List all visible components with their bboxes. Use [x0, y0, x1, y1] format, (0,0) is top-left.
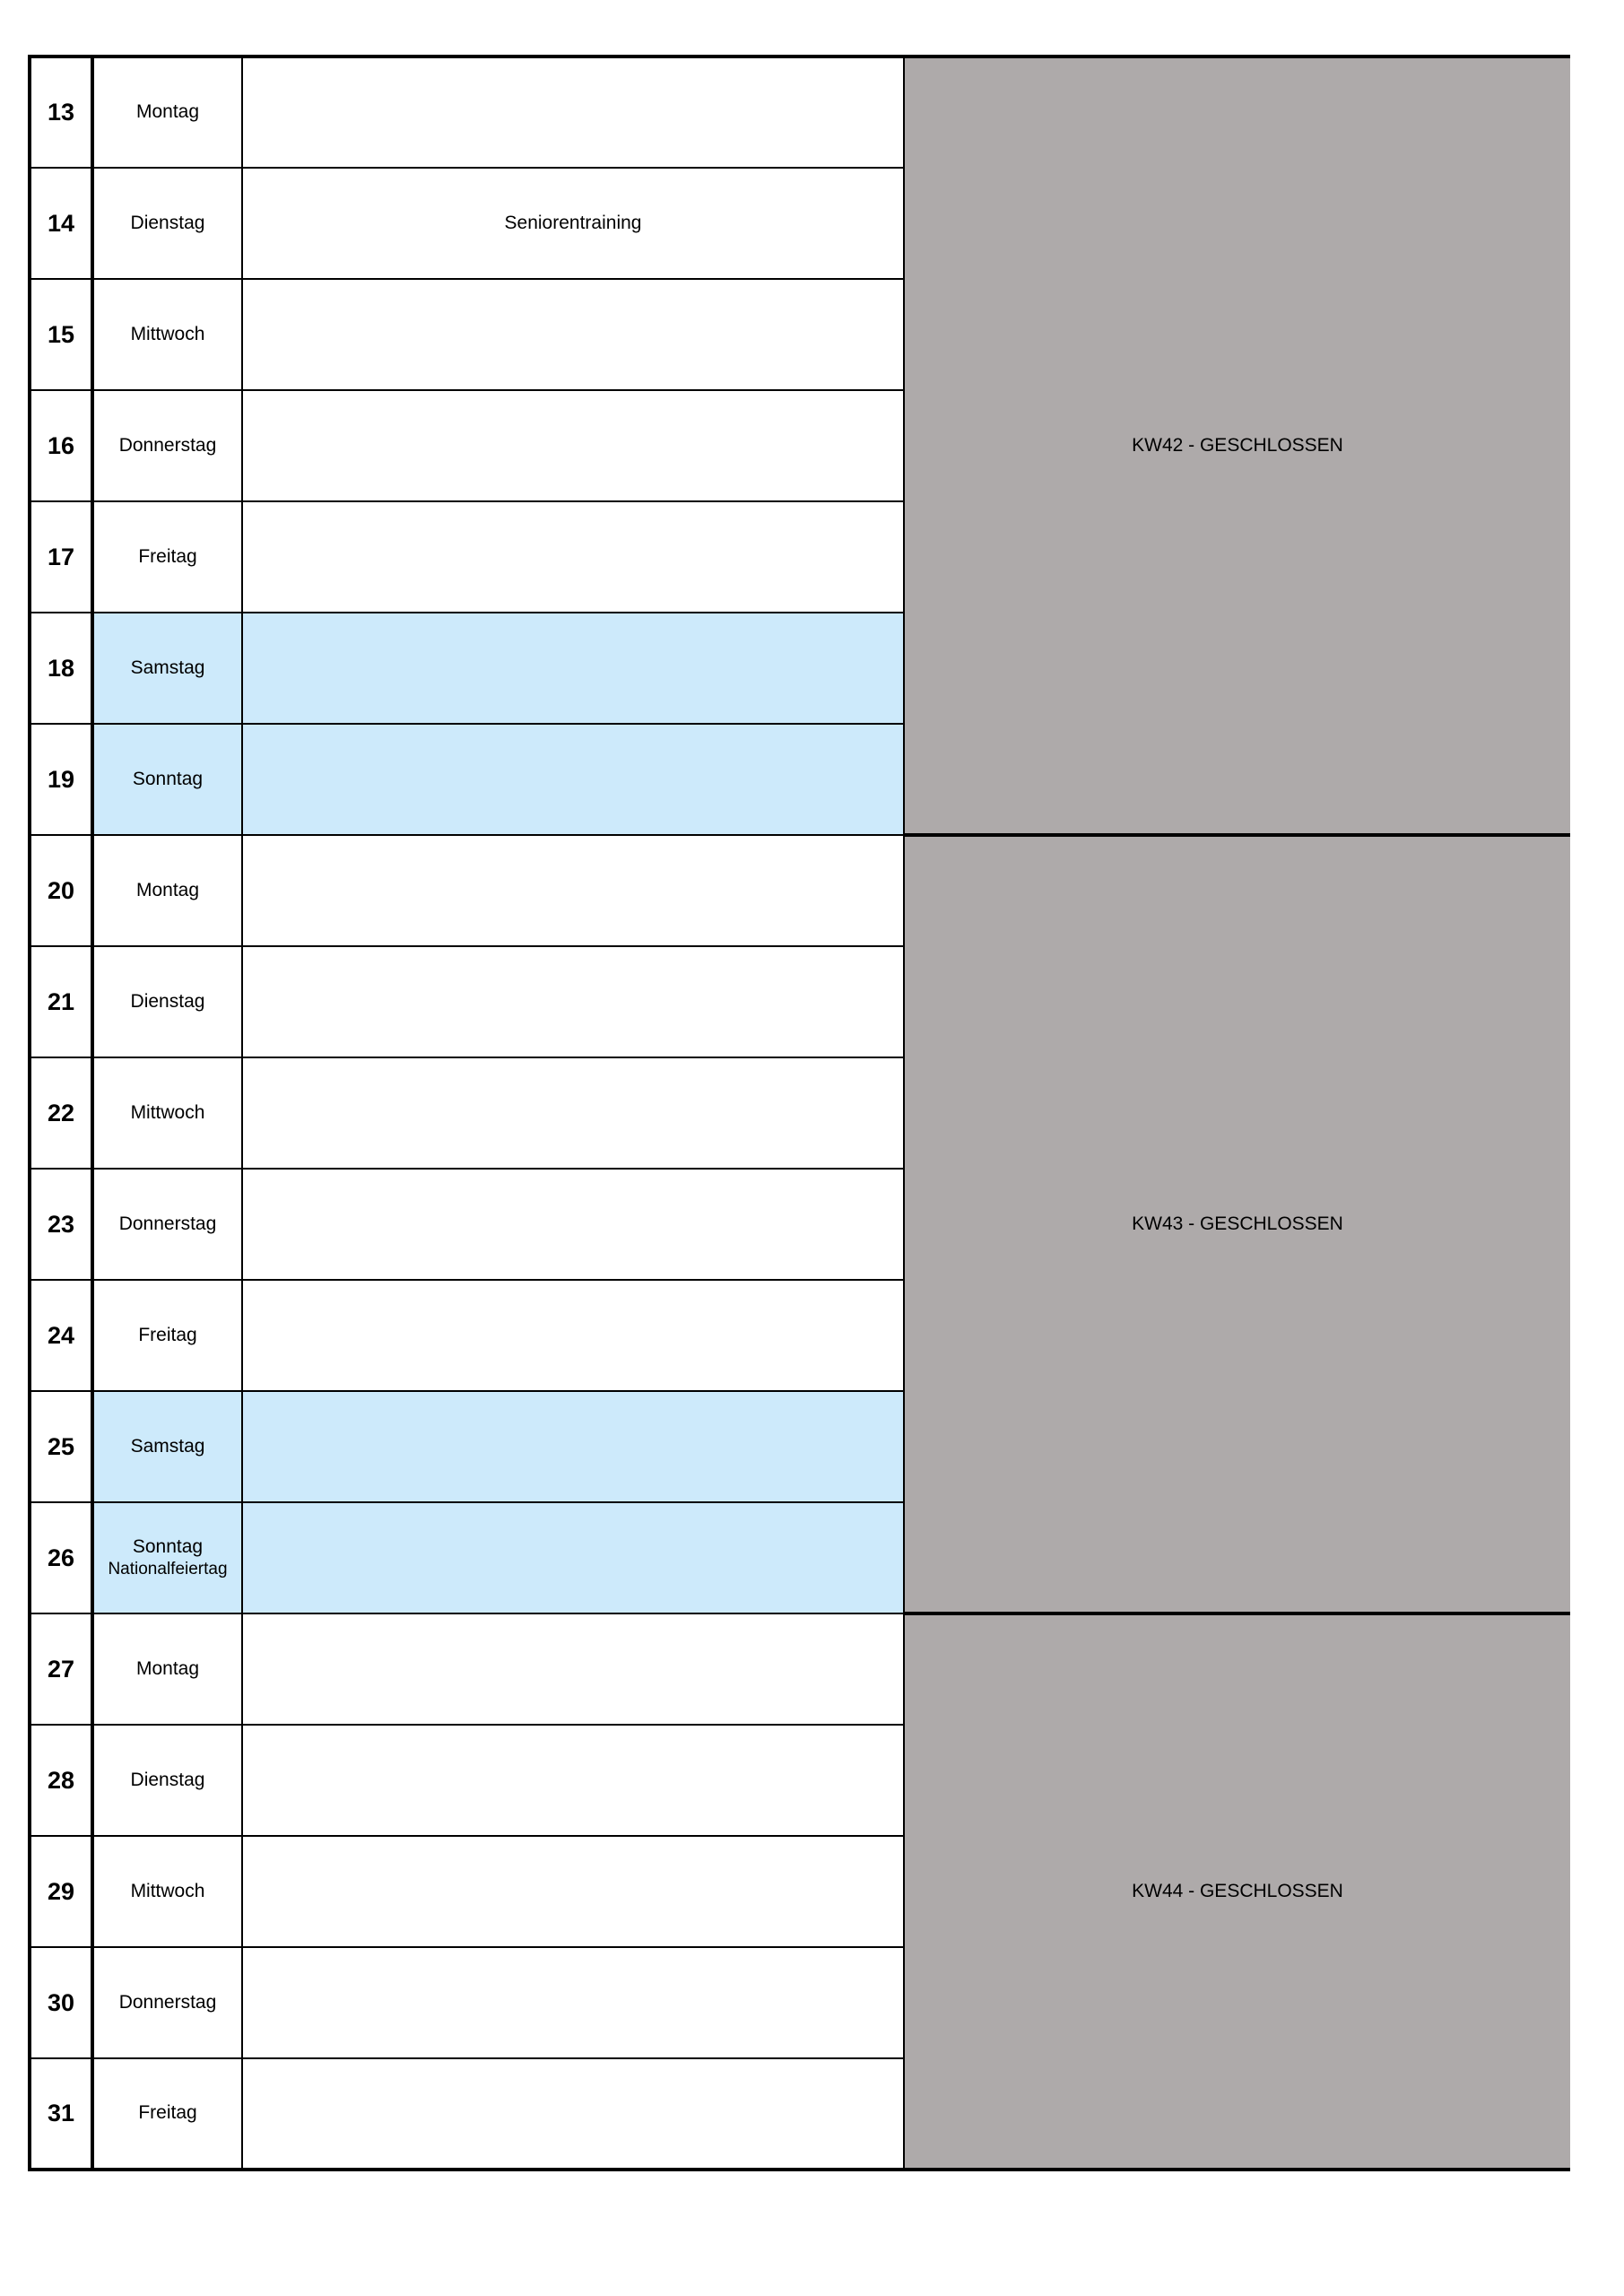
date-number: 26 — [30, 1502, 92, 1613]
event-cell[interactable] — [242, 613, 904, 724]
weekday-label: Montag — [92, 835, 242, 946]
weekday-cell — [92, 1502, 242, 1613]
weekday-label: Dienstag — [92, 168, 242, 279]
event-cell[interactable] — [242, 57, 904, 168]
event-cell[interactable] — [242, 1280, 904, 1391]
event-cell[interactable] — [242, 279, 904, 390]
date-number: 28 — [30, 1725, 92, 1836]
week-closed-block: KW44 - GESCHLOSSEN — [904, 1613, 1570, 2170]
weekday-label: Samstag — [92, 1391, 242, 1502]
holiday-label: Nationalfeiertag — [108, 1560, 228, 1579]
event-cell[interactable] — [242, 1057, 904, 1169]
event-cell[interactable] — [242, 501, 904, 613]
calendar-row — [30, 835, 1570, 946]
weekday-label: Freitag — [92, 501, 242, 613]
date-number: 25 — [30, 1391, 92, 1502]
date-number: 27 — [30, 1613, 92, 1725]
week-closed-block: KW42 - GESCHLOSSEN — [904, 57, 1570, 835]
weekday-label: Samstag — [92, 613, 242, 724]
date-number: 30 — [30, 1947, 92, 2058]
weekday-label: Mittwoch — [92, 1057, 242, 1169]
weekday-label: Mittwoch — [92, 279, 242, 390]
weekday-label: Donnerstag — [92, 1169, 242, 1280]
date-number: 20 — [30, 835, 92, 946]
event-cell[interactable] — [242, 1502, 904, 1613]
event-cell[interactable] — [242, 1836, 904, 1947]
event-cell[interactable] — [242, 724, 904, 835]
weekday-label: Mittwoch — [92, 1836, 242, 1947]
calendar-row — [30, 57, 1570, 168]
event-cell[interactable] — [242, 1947, 904, 2058]
weekday-label: Sonntag — [92, 724, 242, 835]
event-cell[interactable] — [242, 390, 904, 501]
date-number: 15 — [30, 279, 92, 390]
date-number: 31 — [30, 2058, 92, 2170]
weekday-label: Donnerstag — [92, 390, 242, 501]
date-number: 23 — [30, 1169, 92, 1280]
event-cell[interactable] — [242, 835, 904, 946]
week-closed-block: KW43 - GESCHLOSSEN — [904, 835, 1570, 1613]
event-cell[interactable] — [242, 2058, 904, 2170]
date-number: 16 — [30, 390, 92, 501]
event-cell[interactable] — [242, 946, 904, 1057]
date-number: 14 — [30, 168, 92, 279]
date-number: 13 — [30, 57, 92, 168]
event-cell[interactable]: Seniorentraining — [242, 168, 904, 279]
event-cell[interactable] — [242, 1169, 904, 1280]
weekday-label: Donnerstag — [92, 1947, 242, 2058]
weekday-label: Sonntag — [132, 1536, 204, 1557]
date-number: 22 — [30, 1057, 92, 1169]
weekday-label: Dienstag — [92, 946, 242, 1057]
event-cell[interactable] — [242, 1613, 904, 1725]
weekday-label: Dienstag — [92, 1725, 242, 1836]
date-number: 19 — [30, 724, 92, 835]
event-cell[interactable] — [242, 1725, 904, 1836]
date-number: 17 — [30, 501, 92, 613]
weekday-label: Montag — [92, 1613, 242, 1725]
weekday-label: Freitag — [92, 1280, 242, 1391]
calendar-row — [30, 1613, 1570, 1725]
calendar-table — [28, 55, 1570, 2171]
weekday-label: Freitag — [92, 2058, 242, 2170]
date-number: 18 — [30, 613, 92, 724]
date-number: 21 — [30, 946, 92, 1057]
date-number: 29 — [30, 1836, 92, 1947]
date-number: 24 — [30, 1280, 92, 1391]
weekday-label: Montag — [92, 57, 242, 168]
event-cell[interactable] — [242, 1391, 904, 1502]
